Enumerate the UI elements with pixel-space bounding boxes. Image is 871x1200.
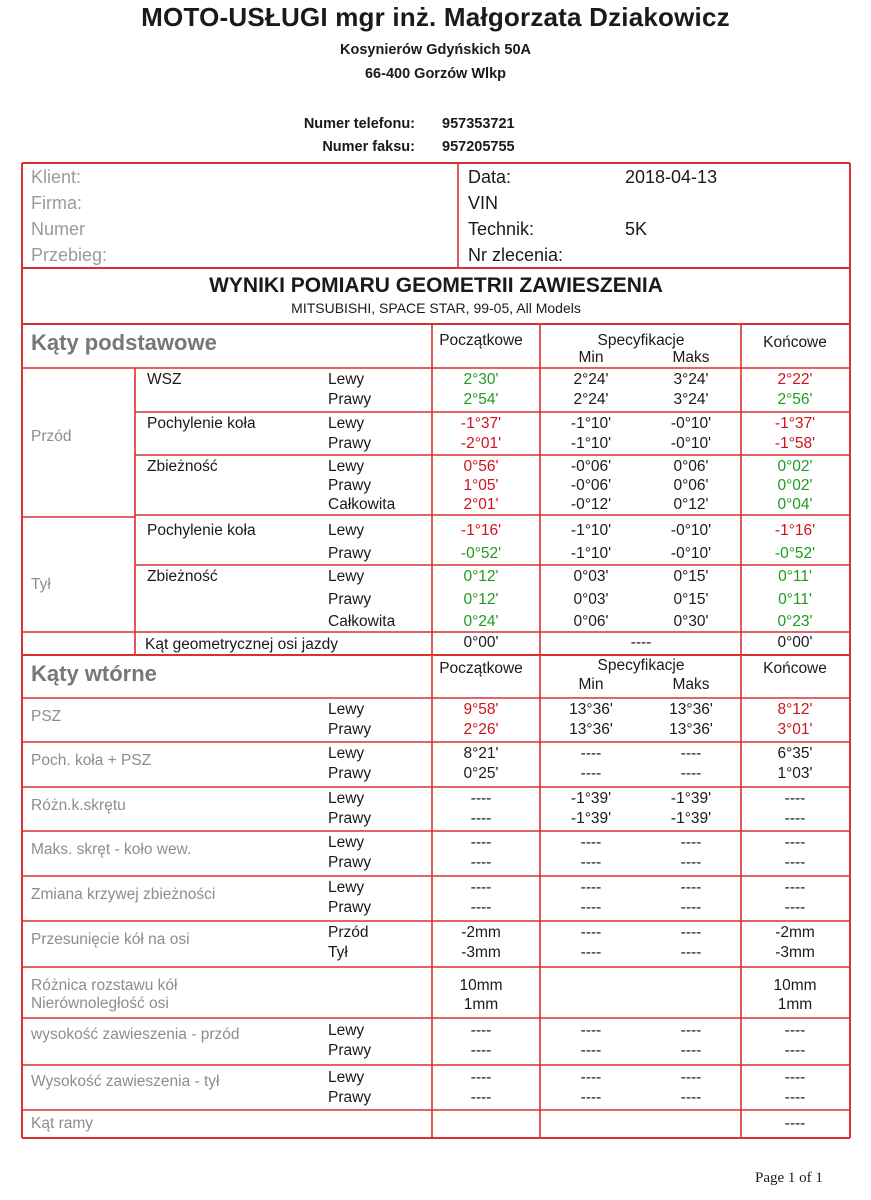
side-label: Lewy — [328, 879, 365, 896]
initial-value: ---- — [470, 899, 492, 916]
final-value: ---- — [784, 899, 806, 916]
company-name: MOTO-USŁUGI mgr inż. Małgorzata Dziakowicz — [141, 2, 730, 32]
max-value: 0°06' — [673, 477, 709, 494]
side-label: Lewy — [328, 701, 365, 718]
side-label: Lewy — [328, 415, 365, 432]
max-value: 0°15' — [673, 591, 709, 608]
final-value: ---- — [784, 1069, 806, 1086]
initial-value: 2°01' — [463, 496, 499, 513]
min-value: -0°06' — [570, 458, 612, 475]
final-value: -1°58' — [774, 435, 816, 452]
final-value: ---- — [784, 1022, 806, 1039]
max-value: -0°10' — [670, 522, 712, 539]
final-value: 0°23' — [777, 613, 813, 630]
initial-value: 2°26' — [463, 721, 499, 738]
final-value: ---- — [784, 790, 806, 807]
min-value: ---- — [580, 1022, 602, 1039]
max-value: ---- — [680, 1042, 702, 1059]
col-min: Min — [578, 349, 604, 366]
min-value: -0°12' — [570, 496, 612, 513]
max-value: 0°30' — [673, 613, 709, 630]
final-value: 8°12' — [777, 701, 813, 718]
phone-label: Numer telefonu: — [303, 116, 415, 132]
col-initial: Początkowe — [439, 660, 523, 677]
col-max: Maks — [672, 676, 710, 693]
final-value: -2mm — [775, 924, 815, 941]
side-label: Tył — [328, 944, 348, 961]
initial-value: 0°12' — [463, 591, 499, 608]
col-initial: Początkowe — [439, 332, 523, 349]
min-value: ---- — [580, 745, 602, 762]
side-label: Lewy — [328, 745, 365, 762]
initial-value: ---- — [470, 1022, 492, 1039]
initial-value: ---- — [470, 854, 492, 871]
side-label: Całkowita — [328, 613, 396, 630]
final-value: 2°56' — [777, 391, 813, 408]
min-value: 0°03' — [573, 568, 609, 585]
final-value: 0°11' — [778, 591, 812, 608]
final-value: 3°01' — [777, 721, 813, 738]
rear-label: Tył — [31, 576, 51, 593]
max-value: ---- — [680, 1089, 702, 1106]
min-value: -1°10' — [570, 415, 612, 432]
min-value: ---- — [580, 1069, 602, 1086]
side-label: Prawy — [328, 591, 372, 608]
min-value: ---- — [580, 834, 602, 851]
final-value: -3mm — [775, 944, 815, 961]
front-label: Przód — [31, 428, 72, 445]
thrust-spec: ---- — [630, 634, 652, 651]
ride-height-label: Wysokość zawieszenia - tył — [31, 1073, 220, 1090]
initial-value: 0°25' — [463, 765, 499, 782]
side-label: Prawy — [328, 765, 372, 782]
final-value: 10mm — [773, 977, 817, 994]
page-number: Page 1 of 1 — [755, 1170, 823, 1186]
initial-value: 9°58' — [463, 701, 499, 718]
max-value: -0°10' — [670, 415, 712, 432]
initial-value: -0°52' — [460, 545, 502, 562]
side-label: Lewy — [328, 1069, 365, 1086]
max-value: ---- — [680, 944, 702, 961]
technician-value: 5K — [625, 219, 648, 239]
min-value: ---- — [580, 765, 602, 782]
max-value: ---- — [680, 1069, 702, 1086]
side-label: Prawy — [328, 810, 372, 827]
side-label: Prawy — [328, 1042, 372, 1059]
final-value: 1°03' — [777, 765, 813, 782]
min-value: ---- — [580, 854, 602, 871]
max-value: -0°10' — [670, 545, 712, 562]
frame-angle-final: ---- — [784, 1115, 806, 1132]
secondary-angles-title: Kąty wtórne — [31, 661, 157, 686]
max-value: -0°10' — [670, 435, 712, 452]
col-final: Końcowe — [763, 334, 827, 351]
initial-value: 0°24' — [463, 613, 499, 630]
thrust-final: 0°00' — [777, 634, 813, 651]
min-value: 2°24' — [573, 391, 609, 408]
max-value: 0°15' — [673, 568, 709, 585]
thrust-angle-label: Kąt geometrycznej osi jazdy — [145, 636, 338, 653]
initial-value: -1°37' — [460, 415, 502, 432]
min-value: 13°36' — [569, 721, 613, 738]
max-value: -1°39' — [670, 810, 712, 827]
side-label: Lewy — [328, 790, 365, 807]
initial-value: ---- — [470, 810, 492, 827]
initial-value: 2°54' — [463, 391, 499, 408]
final-value: -1°37' — [774, 415, 816, 432]
min-value: ---- — [580, 879, 602, 896]
max-value: 13°36' — [669, 721, 713, 738]
initial-value: 0°56' — [463, 458, 499, 475]
side-label: Przód — [328, 924, 369, 941]
initial-value: -1°16' — [460, 522, 502, 539]
address-city: 66-400 Gorzów Wlkp — [364, 66, 506, 82]
side-label: Lewy — [328, 522, 365, 539]
address-street: Kosynierów Gdyńskich 50A — [340, 42, 531, 58]
final-value: ---- — [784, 879, 806, 896]
initial-value: ---- — [470, 790, 492, 807]
final-value: ---- — [784, 854, 806, 871]
primary-angles-title: Kąty podstawowe — [31, 330, 217, 355]
min-value: ---- — [580, 944, 602, 961]
side-label: Prawy — [328, 1089, 372, 1106]
group-label: Pochylenie koła — [147, 415, 256, 432]
initial-value: 10mm — [459, 977, 503, 994]
side-label: Prawy — [328, 477, 372, 494]
initial-value: ---- — [470, 879, 492, 896]
wheelbase-diff-label: Różnica rozstawu kół — [31, 977, 178, 994]
group-label: Zbieżność — [147, 568, 218, 585]
number-label: Numer — [31, 219, 86, 239]
min-value: 0°03' — [573, 591, 609, 608]
final-value: 0°11' — [778, 568, 812, 585]
secondary-row-label: Różn.k.skrętu — [31, 797, 126, 814]
max-value: ---- — [680, 879, 702, 896]
technician-label: Technik: — [468, 219, 535, 239]
min-value: ---- — [580, 899, 602, 916]
col-max: Maks — [672, 349, 710, 366]
final-value: 0°02' — [777, 458, 813, 475]
secondary-row-label: Zmiana krzywej zbieżności — [31, 886, 216, 903]
mileage-label: Przebieg: — [31, 245, 108, 265]
max-value: 0°12' — [673, 496, 709, 513]
vehicle-model: MITSUBISHI, SPACE STAR, 99-05, All Models — [291, 300, 581, 316]
initial-value: 0°12' — [463, 568, 499, 585]
max-value: ---- — [680, 924, 702, 941]
max-value: -1°39' — [670, 790, 712, 807]
min-value: -1°39' — [570, 810, 612, 827]
client-label: Klient: — [31, 167, 82, 187]
side-label: Prawy — [328, 435, 372, 452]
frame-angle-label: Kąt ramy — [31, 1115, 94, 1132]
final-value: -0°52' — [774, 545, 816, 562]
final-value: ---- — [784, 1042, 806, 1059]
max-value: 0°06' — [673, 458, 709, 475]
side-label: Lewy — [328, 568, 365, 585]
ride-height-label: wysokość zawieszenia - przód — [31, 1026, 240, 1043]
min-value: 0°06' — [573, 613, 609, 630]
initial-value: 1°05' — [463, 477, 499, 494]
max-value: ---- — [680, 1022, 702, 1039]
max-value: ---- — [680, 765, 702, 782]
side-label: Lewy — [328, 834, 365, 851]
max-value: 3°24' — [673, 391, 709, 408]
max-value: ---- — [680, 899, 702, 916]
secondary-row-label: PSZ — [31, 708, 62, 725]
max-value: ---- — [680, 745, 702, 762]
date-label: Data: — [468, 167, 512, 187]
group-label: Pochylenie koła — [147, 522, 256, 539]
initial-value: -2mm — [461, 924, 501, 941]
max-value: ---- — [680, 854, 702, 871]
side-label: Całkowita — [328, 496, 396, 513]
min-value: ---- — [580, 1042, 602, 1059]
final-value: ---- — [784, 1089, 806, 1106]
vin-label: VIN — [468, 193, 499, 213]
initial-value: ---- — [470, 1042, 492, 1059]
secondary-row-label: Maks. skręt - koło wew. — [31, 841, 192, 858]
min-value: ---- — [580, 924, 602, 941]
company-label: Firma: — [31, 193, 82, 213]
side-label: Prawy — [328, 854, 372, 871]
final-value: -1°16' — [774, 522, 816, 539]
min-value: -0°06' — [570, 477, 612, 494]
final-value: 2°22' — [777, 371, 813, 388]
min-value: -1°10' — [570, 435, 612, 452]
initial-value: 2°30' — [463, 371, 499, 388]
thrust-initial: 0°00' — [463, 634, 499, 651]
side-label: Lewy — [328, 371, 365, 388]
axle-offset-label: Nierównoległość osi — [31, 995, 169, 1012]
date-value: 2018-04-13 — [625, 167, 718, 187]
side-label: Lewy — [328, 458, 365, 475]
initial-value: 1mm — [463, 996, 499, 1013]
initial-value: -3mm — [461, 944, 501, 961]
min-value: 13°36' — [569, 701, 613, 718]
max-value: 3°24' — [673, 371, 709, 388]
min-value: -1°39' — [570, 790, 612, 807]
initial-value: ---- — [470, 1089, 492, 1106]
side-label: Prawy — [328, 545, 372, 562]
order-number-label: Nr zlecenia: — [468, 245, 564, 265]
group-label: Zbieżność — [147, 458, 218, 475]
side-label: Prawy — [328, 391, 372, 408]
col-spec: Specyfikacje — [597, 657, 685, 674]
col-spec: Specyfikacje — [597, 332, 685, 349]
side-label: Lewy — [328, 1022, 365, 1039]
initial-value: ---- — [470, 1069, 492, 1086]
fax-label: Numer faksu: — [322, 139, 415, 155]
col-min: Min — [578, 676, 604, 693]
final-value: 6°35' — [777, 745, 813, 762]
secondary-row-label: Przesunięcie kół na osi — [31, 931, 190, 948]
final-value: 1mm — [777, 996, 813, 1013]
group-label: WSZ — [147, 371, 182, 388]
secondary-row-label: Poch. koła + PSZ — [31, 752, 152, 769]
final-value: ---- — [784, 834, 806, 851]
phone-value: 957353721 — [442, 116, 515, 132]
max-value: ---- — [680, 834, 702, 851]
report-title: WYNIKI POMIARU GEOMETRII ZAWIESZENIA — [209, 274, 663, 297]
initial-value: ---- — [470, 834, 492, 851]
col-final: Końcowe — [763, 660, 827, 677]
max-value: 13°36' — [669, 701, 713, 718]
min-value: -1°10' — [570, 545, 612, 562]
initial-value: -2°01' — [460, 435, 502, 452]
side-label: Prawy — [328, 899, 372, 916]
final-value: 0°02' — [777, 477, 813, 494]
min-value: 2°24' — [573, 371, 609, 388]
initial-value: 8°21' — [463, 745, 499, 762]
final-value: ---- — [784, 810, 806, 827]
fax-value: 957205755 — [442, 139, 515, 155]
final-value: 0°04' — [777, 496, 813, 513]
side-label: Prawy — [328, 721, 372, 738]
min-value: ---- — [580, 1089, 602, 1106]
min-value: -1°10' — [570, 522, 612, 539]
